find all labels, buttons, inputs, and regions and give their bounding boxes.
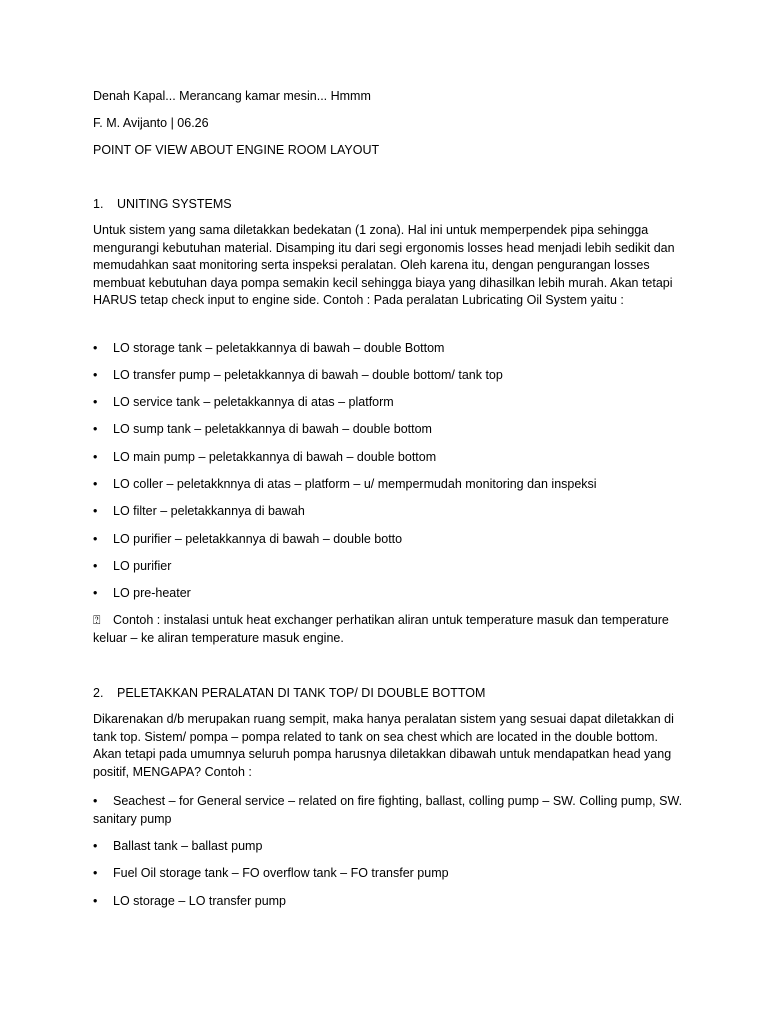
section-number: 2. — [93, 686, 104, 700]
list-item — [93, 449, 683, 467]
bullet-icon: • — [93, 794, 98, 808]
section-heading-1 — [93, 196, 232, 213]
list-item — [93, 340, 683, 358]
bullet-icon: • — [93, 368, 98, 382]
list-item-text: Ballast tank – ballast pump — [113, 839, 263, 853]
list-item — [93, 503, 683, 521]
list-item — [93, 421, 683, 439]
section-paragraph-1: Untuk sistem yang sama diletakkan bedekatan (1 zona). Hal ini untuk memperpendek pipa sehingga mengurangi kebutuhan material. Disamping itu dari segi ergonomis losses head menjadi lebih sedikit dan memudahkan saat monitoring serta inspeksi peralatan. Oleh karena itu, dengan pengurangan losses membuat kebutuhan daya pompa semakin kecil sehingga biaya yang dihasilkan lebih murah. Akan tetapi HARUS tetap check input to engine side. Contoh : Pada peralatan Lubricating Oil System yaitu : — [93, 223, 675, 308]
bullet-icon: • — [93, 586, 98, 600]
note-text: Contoh : instalasi untuk heat exchanger perhatikan aliran untuk temperature masuk dan temperature keluar – ke aliran temperature masuk engine. — [93, 613, 669, 645]
bullet-icon: • — [93, 866, 98, 880]
list-item — [93, 367, 683, 385]
list-item-text: LO storage tank – peletakkannya di bawah – double Bottom — [113, 341, 445, 355]
document-subtitle: POINT OF VIEW ABOUT ENGINE ROOM LAYOUT — [93, 143, 380, 157]
bullet-icon: • — [93, 477, 98, 491]
list-item — [93, 893, 683, 911]
list-item — [93, 585, 683, 603]
section-title: PELETAKKAN PERALATAN DI TANK TOP/ DI DOUBLE BOTTOM — [117, 686, 486, 700]
list-item — [93, 793, 683, 828]
list-item — [93, 476, 683, 494]
list-item-text: Seachest – for General service – related on fire fighting, ballast, colling pump – SW. Colling pump, SW. sanitary pump — [93, 794, 683, 826]
list-item — [93, 558, 683, 576]
bullet-icon: • — [93, 422, 98, 436]
list-item-text: LO service tank – peletakkannya di atas – platform — [113, 395, 394, 409]
bullet-icon: • — [93, 341, 98, 355]
list-item-text: LO storage – LO transfer pump — [113, 894, 287, 908]
list-item-text: LO transfer pump – peletakkannya di bawah – double bottom/ tank top — [113, 368, 503, 382]
bullet-icon: • — [93, 395, 98, 409]
list-item-text: Fuel Oil storage tank – FO overflow tank – FO transfer pump — [113, 866, 449, 880]
bullet-icon: • — [93, 532, 98, 546]
list-item — [93, 838, 683, 856]
missing-glyph-icon: ⍰ — [93, 613, 101, 627]
list-item-text: LO purifier — [113, 559, 172, 573]
list-item — [93, 531, 683, 549]
section-heading-2 — [93, 685, 485, 702]
bullet-icon: • — [93, 504, 98, 518]
list-item — [93, 865, 683, 883]
document-title: Denah Kapal... Merancang kamar mesin... Hmmm — [93, 89, 371, 103]
list-item-text: LO pre-heater — [113, 586, 191, 600]
author-date: F. M. Avijanto | 06.26 — [93, 116, 209, 130]
list-item-text: LO main pump – peletakkannya di bawah – double bottom — [113, 450, 437, 464]
list-item — [93, 394, 683, 412]
list-item-text: LO purifier – peletakkannya di bawah – double botto — [113, 532, 403, 546]
section-paragraph-2: Dikarenakan d/b merupakan ruang sempit, maka hanya peralatan sistem yang sesuai dapat diletakkan di tank top. Sistem/ pompa – pompa related to tank on sea chest which are located in the double bottom. Akan tetapi pada umumnya seluruh pompa harusnya diletakkan dibawah untuk mendapatkan head yang positif, MENGAPA? Contoh : — [93, 712, 674, 779]
bullet-icon: • — [93, 450, 98, 464]
section-title: UNITING SYSTEMS — [117, 197, 232, 211]
bullet-icon: • — [93, 894, 98, 908]
bullet-icon: • — [93, 839, 98, 853]
section-number: 1. — [93, 197, 104, 211]
list-item-text: LO filter – peletakkannya di bawah — [113, 504, 305, 518]
list-item-text: LO sump tank – peletakkannya di bawah – double bottom — [113, 422, 432, 436]
bullet-icon: • — [93, 559, 98, 573]
list-item-text: LO coller – peletakknnya di atas – platform – u/ mempermudah monitoring dan inspeksi — [113, 477, 597, 491]
note-paragraph — [93, 612, 683, 647]
